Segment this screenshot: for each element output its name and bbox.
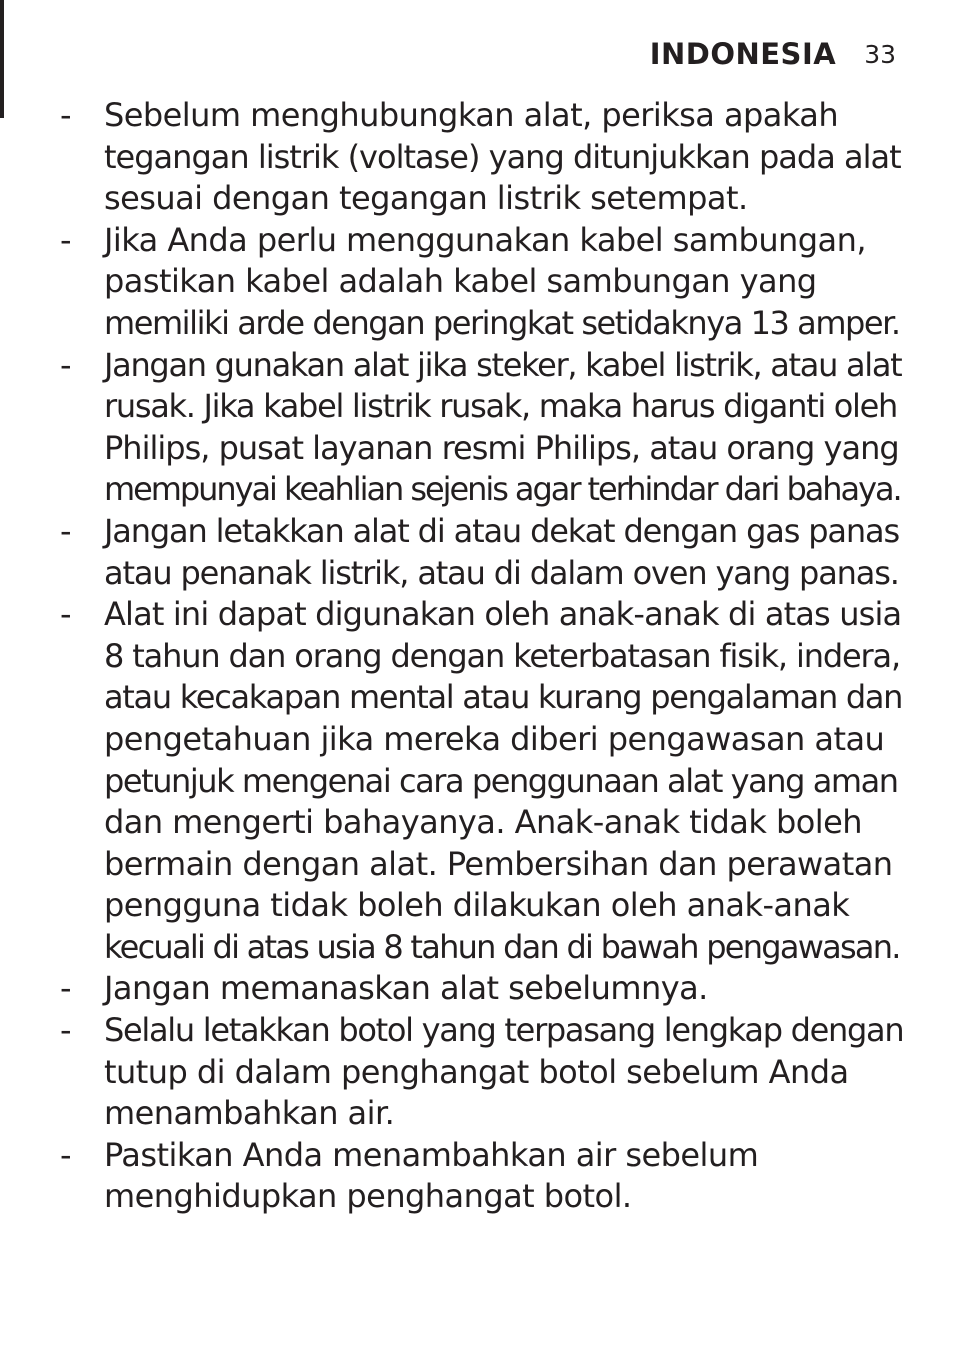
- list-item: [0, 1135, 954, 1218]
- text-line: pengguna tidak boleh dilakukan oleh anak-anak: [104, 886, 850, 925]
- text-line: Selalu letakkan botol yang terpasang lengkap dengan: [104, 1011, 904, 1050]
- text-line: petunjuk mengenai cara penggunaan alat yang aman: [104, 761, 898, 800]
- text-line: Jangan gunakan alat jika steker, kabel listrik, atau alat: [104, 345, 902, 384]
- page-header: [650, 34, 896, 74]
- text-line: pastikan kabel adalah kabel sambungan yang: [104, 262, 817, 301]
- list-item: [0, 220, 954, 345]
- bullet-dash: -: [60, 1011, 72, 1050]
- text-line: Jangan memanaskan alat sebelumnya.: [104, 969, 708, 1008]
- text-line: Alat ini dapat digunakan oleh anak-anak di atas usia: [104, 595, 902, 634]
- list-item: [0, 95, 954, 220]
- bullet-dash: -: [60, 220, 72, 259]
- text-line: Jika Anda perlu menggunakan kabel sambungan,: [104, 220, 866, 259]
- list-item: [0, 511, 954, 594]
- text-line: Jangan letakkan alat di atau dekat dengan gas panas: [104, 511, 899, 550]
- safety-warnings-list: [0, 95, 954, 1218]
- text-line: dan mengerti bahayanya. Anak-anak tidak boleh: [104, 803, 862, 842]
- text-line: pengetahuan jika mereka diberi pengawasan atau: [104, 719, 885, 758]
- text-line: memiliki arde dengan peringkat setidaknya 13 amper.: [104, 303, 900, 342]
- list-item: [0, 1010, 954, 1135]
- list-item: [0, 594, 954, 968]
- text-line: menghidupkan penghangat botol.: [104, 1177, 632, 1216]
- bullet-dash: -: [60, 511, 72, 550]
- page-number: 33: [864, 39, 896, 69]
- text-line: atau kecakapan mental atau kurang pengalaman dan: [104, 678, 903, 717]
- text-line: atau penanak listrik, atau di dalam oven yang panas.: [104, 553, 899, 592]
- text-line: tegangan listrik (voltase) yang ditunjukkan pada alat: [104, 137, 901, 176]
- text-line: 8 tahun dan orang dengan keterbatasan fisik, indera,: [104, 636, 901, 675]
- text-line: menambahkan air.: [104, 1094, 395, 1133]
- list-item: [0, 968, 954, 1010]
- text-line: mempunyai keahlian sejenis agar terhindar dari bahaya.: [104, 470, 901, 509]
- text-line: tutup di dalam penghangat botol sebelum Anda: [104, 1052, 849, 1091]
- text-line: sesuai dengan tegangan listrik setempat.: [104, 179, 748, 218]
- bullet-dash: -: [60, 345, 72, 384]
- bullet-dash: -: [60, 96, 72, 134]
- text-line: Pastikan Anda menambahkan air sebelum: [104, 1135, 759, 1174]
- text-line: bermain dengan alat. Pembersihan dan perawatan: [104, 844, 893, 883]
- language-heading: INDONESIA: [649, 37, 837, 71]
- bullet-dash: -: [60, 595, 72, 634]
- list-item: [0, 345, 954, 511]
- bullet-dash: -: [60, 1135, 72, 1174]
- text-line: kecuali di atas usia 8 tahun dan di bawah pengawasan.: [104, 927, 900, 966]
- text-line: rusak. Jika kabel listrik rusak, maka harus diganti oleh: [104, 387, 898, 426]
- bullet-dash: -: [60, 969, 72, 1008]
- text-line: Philips, pusat layanan resmi Philips, atau orang yang: [104, 428, 899, 467]
- text-line: Sebelum menghubungkan alat, periksa apakah: [104, 96, 839, 134]
